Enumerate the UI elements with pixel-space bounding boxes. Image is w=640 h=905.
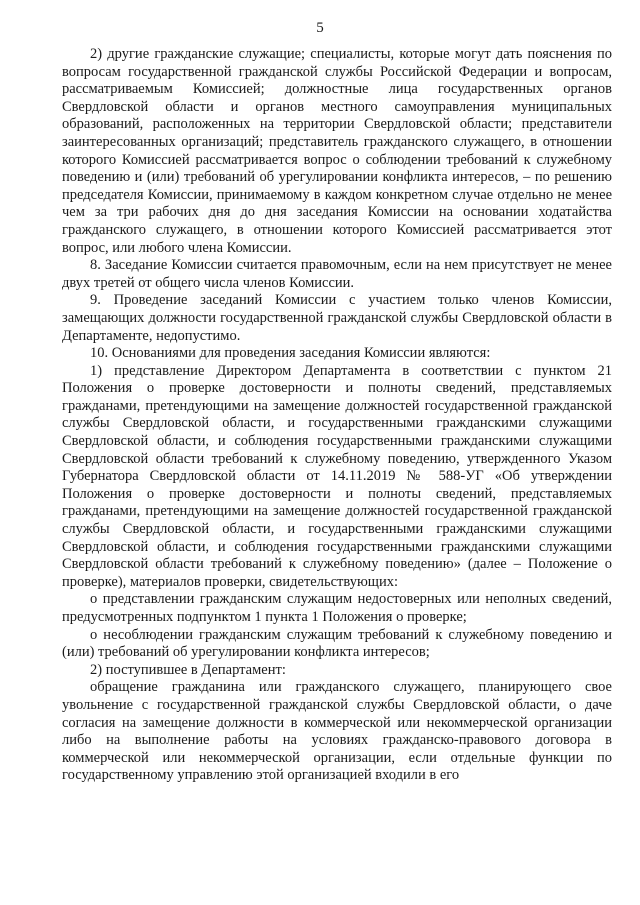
paragraph-inaccurate-info: о представлении гражданским служащим недостоверных или неполных сведений, предусмотренных подпунктом 1 пункта 1 Положения о проверке; xyxy=(62,591,612,625)
paragraph-ground-2: 2) поступившее в Департамент: xyxy=(90,661,286,678)
paragraph-grounds-heading: 10. Основаниями для проведения заседания Комиссии являются: xyxy=(90,345,491,362)
paragraph-noncompliance: о несоблюдении гражданским служащим требований к служебному поведению и (или) требований об урегулировании конфликта интересов; xyxy=(62,626,612,661)
paragraph-meeting-restriction: 9. Проведение заседаний Комиссии с участием только членов Комиссии, замещающих должности государственной гражданской службы Свердловской области в Департаменте, недопустимо. xyxy=(62,292,612,344)
document-body xyxy=(62,46,612,785)
page-number: 5 xyxy=(316,20,324,36)
paragraph-ground-1: 1) представление Директором Департамента в соответствии с пунктом 21 Положения о проверке достоверности и полноты сведений, представляемых гражданами, претендующими на замещение должностей государственной гражданской службы Свердловской области, и государственными гражданскими служащими Свердловской области, и соблюдения государственными гражданскими служащими Свердловской области требований к служебному поведению, утвержденного Указом Губернатора Свердловской области от 14.11.2019 № 588-УГ «Об утверждении Положения о проверке достоверности и полноты сведений, представляемых гражданами, претендующими на замещение должностей государственной гражданской службы Свердловской области, и государственными гражданскими служащими Свердловской области, и соблюдения государственными гражданскими служащими Свердловской области требований к служебному поведению» (далее – Положение о проверке), материалов проверки, свидетельствующих: xyxy=(62,362,612,590)
paragraph-quorum: 8. Заседание Комиссии считается правомочным, если на нем присутствует не менее двух третей от общего числа членов Комиссии. xyxy=(62,257,612,291)
paragraph-other-civil-servants: 2) другие гражданские служащие; специалисты, которые могут дать пояснения по вопросам государственной гражданской службы Российской Федерации и вопросам, рассматриваемым Комиссией; должностные лица государственных органов Свердловской области и органов местного самоуправления муниципальных образований, расположенных на территории Свердловской области; представители заинтересованных организаций; представитель гражданского служащего, в отношении которого Комиссией рассматривается вопрос о соблюдении требований к служебному поведению и (или) требований об урегулировании конфликта интересов, – по решению председателя Комиссии, принимаемому в каждом конкретном случае отдельно не менее чем за три рабочих дня до дня заседания Комиссии на основании ходатайства гражданского служащего, в отношении которого Комиссией рассматривается этот вопрос, или любого члена Комиссии. xyxy=(62,46,612,256)
paragraph-appeal: обращение гражданина или гражданского служащего, планирующего свое увольнение с государственной гражданской службы Свердловской области, о даче согласия на замещение должности в коммерческой или некоммерческой организации либо на выполнение работы на условиях гражданско-правового договора в коммерческой или некоммерческой организации, если отдельные функции по государственному управлению этой организацией входили в его xyxy=(62,679,612,784)
